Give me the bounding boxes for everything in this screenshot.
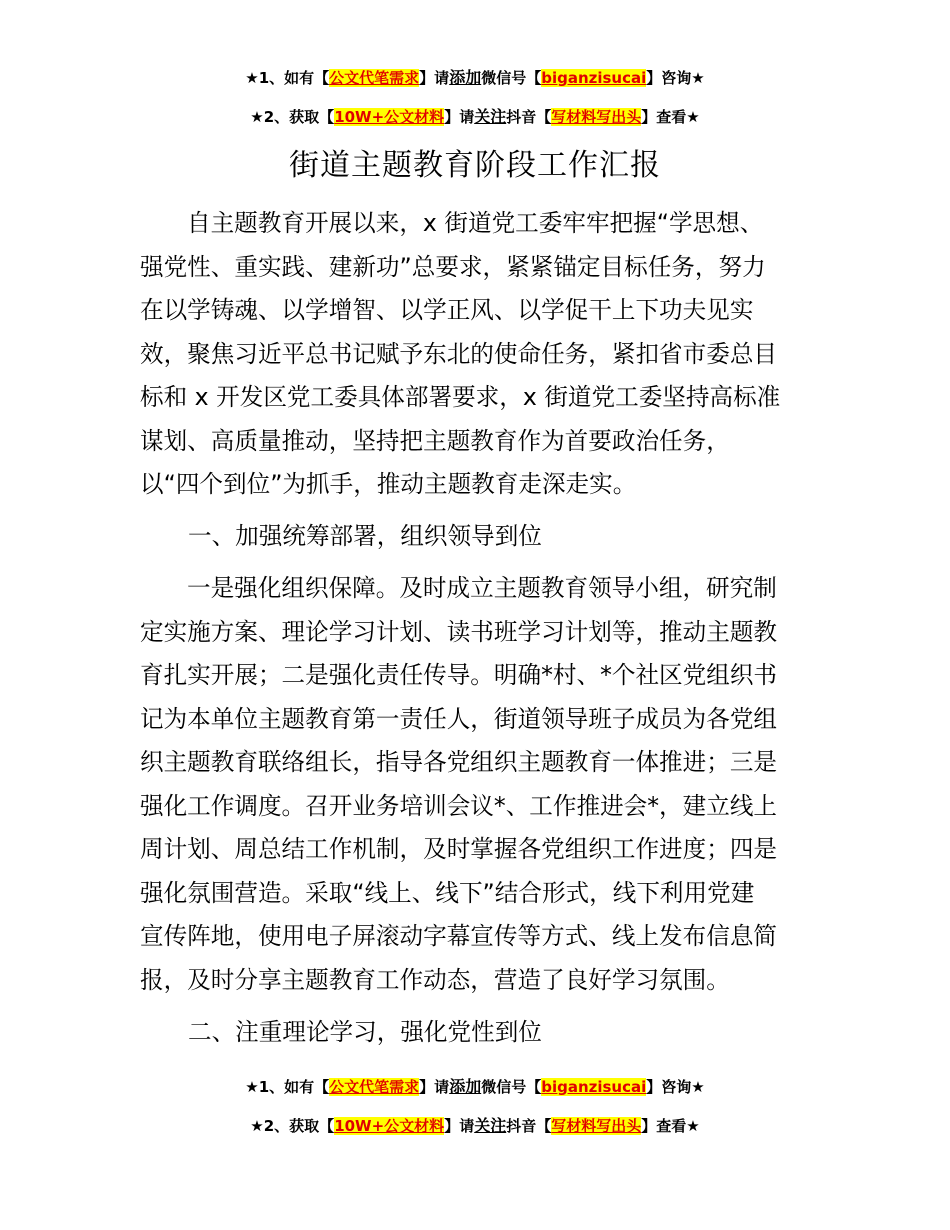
highlight-materials: 10W+公文材料 bbox=[334, 108, 445, 126]
paragraph-line: 谋划、高质量推动，坚持把主题教育作为首要政治任务， bbox=[140, 426, 730, 455]
document-title: 街道主题教育阶段工作汇报 bbox=[289, 148, 661, 183]
banner-text: 】请 bbox=[419, 69, 450, 87]
paragraph-line: 定实施方案、理论学习计划、读书班学习计划等，推动主题教 bbox=[140, 617, 778, 646]
highlight-douyin-id: 写材料写出头 bbox=[551, 1117, 642, 1135]
promo-banner-line-2-bottom bbox=[0, 1116, 950, 1136]
banner-text: 】咨询★ bbox=[646, 1078, 705, 1096]
highlight-service: 公文代笔需求 bbox=[329, 1078, 420, 1096]
banner-text: 】咨询★ bbox=[646, 69, 705, 87]
paragraph-line: 效，聚焦习近平总书记赋予东北的使命任务，紧扣省市委总目 bbox=[140, 339, 778, 368]
banner-text: 抖音【 bbox=[506, 1117, 552, 1135]
banner-underlined: 关注 bbox=[474, 107, 507, 126]
highlight-service: 公文代笔需求 bbox=[329, 69, 420, 87]
paragraph-line: 记为本单位主题教育第一责任人，街道领导班子成员为各党组 bbox=[140, 704, 778, 733]
promo-banner-line-2-top bbox=[0, 107, 950, 127]
section-heading-2: 二、注重理论学习，强化党性到位 bbox=[188, 1018, 542, 1046]
paragraph-line: 在以学铸魂、以学增智、以学正风、以学促干上下功夫见实 bbox=[140, 296, 754, 324]
paragraph-line: 强党性、重实践、建新功”总要求，紧紧锚定目标任务，努力 bbox=[140, 252, 766, 281]
paragraph-line: 标和 x 开发区党工委具体部署要求，x 街道党工委坚持高标准 bbox=[140, 383, 781, 411]
promo-banner-line-1-bottom bbox=[0, 1077, 950, 1097]
highlight-materials: 10W+公文材料 bbox=[334, 1117, 445, 1135]
banner-text: 】请 bbox=[419, 1078, 450, 1096]
banner-text: 】查看★ bbox=[641, 1117, 700, 1135]
banner-underlined: 关注 bbox=[474, 1116, 507, 1135]
banner-underlined: 添加 bbox=[449, 1077, 482, 1096]
promo-banner-line-1-top bbox=[0, 68, 950, 88]
highlight-douyin-id: 写材料写出头 bbox=[551, 108, 642, 126]
paragraph-line: 强化工作调度。召开业务培训会议*、工作推进会*，建立线上 bbox=[140, 791, 778, 820]
banner-text: 微信号【 bbox=[481, 69, 542, 87]
banner-text: ★2、获取【 bbox=[250, 108, 335, 126]
paragraph-line: 宣传阵地，使用电子屏滚动字幕宣传等方式、线上发布信息简 bbox=[140, 922, 778, 950]
section-heading-1: 一、加强统筹部署，组织领导到位 bbox=[188, 522, 542, 550]
paragraph-line: 一是强化组织保障。及时成立主题教育领导小组，研究制 bbox=[187, 574, 777, 602]
banner-text: 】请 bbox=[444, 1117, 475, 1135]
paragraph-line: 以“四个到位”为抓手，推动主题教育走深走实。 bbox=[140, 470, 637, 498]
paragraph-line: 报，及时分享主题教育工作动态，营造了良好学习氛围。 bbox=[140, 965, 730, 994]
intro-paragraph bbox=[140, 202, 820, 507]
banner-text: 微信号【 bbox=[481, 1078, 542, 1096]
paragraph-line: 强化氛围营造。采取“线上、线下”结合形式，线下利用党建 bbox=[140, 878, 755, 907]
banner-text: ★2、获取【 bbox=[250, 1117, 335, 1135]
banner-text: ★1、如有【 bbox=[245, 69, 330, 87]
paragraph-line: 育扎实开展；二是强化责任传导。明确*村、*个社区党组织书 bbox=[140, 661, 778, 689]
banner-text: ★1、如有【 bbox=[245, 1078, 330, 1096]
paragraph-line: 自主题教育开展以来，x 街道党工委牢牢把握“学思想、 bbox=[187, 209, 764, 237]
highlight-wechat-id: biganzisucai bbox=[541, 1078, 647, 1096]
section-1-paragraph bbox=[140, 567, 820, 1002]
banner-text: 抖音【 bbox=[506, 108, 552, 126]
banner-text: 】请 bbox=[444, 108, 475, 126]
paragraph-line: 织主题教育联络组长，指导各党组织主题教育一体推进；三是 bbox=[140, 748, 778, 776]
banner-underlined: 添加 bbox=[449, 68, 482, 87]
paragraph-line: 周计划、周总结工作机制，及时掌握各党组织工作进度；四是 bbox=[140, 835, 778, 863]
highlight-wechat-id: biganzisucai bbox=[541, 69, 647, 87]
banner-text: 】查看★ bbox=[641, 108, 700, 126]
